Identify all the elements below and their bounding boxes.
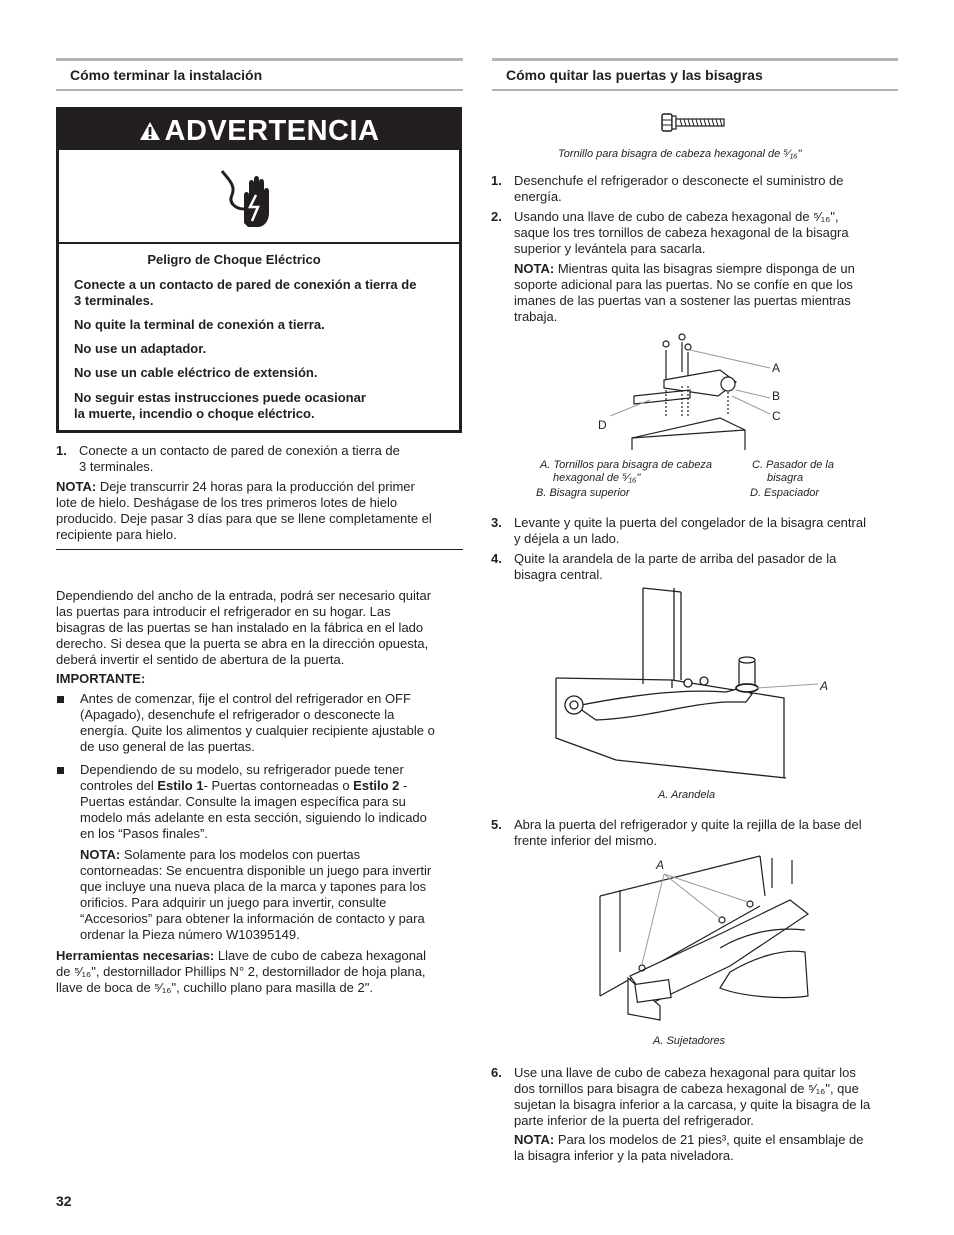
bullet-marker xyxy=(57,696,64,703)
nota-label: NOTA: xyxy=(80,847,121,862)
nota1-line-1 xyxy=(56,479,415,495)
nota1-text: Deje transcurrir 24 horas para la producción del primer xyxy=(96,479,415,494)
r-step2-line-2: saque los tres tornillos de cabeza hexagonal de la bisagra xyxy=(514,225,849,240)
warning-box xyxy=(56,107,462,433)
herramientas-label: Herramientas necesarias: xyxy=(56,948,215,963)
importante-heading: IMPORTANTE: xyxy=(56,671,146,686)
r-step6-line-3: sujetan la bisagra inferior a la carcasa, y quite la bisagra de la xyxy=(514,1097,871,1112)
fig2-label-a: A xyxy=(820,679,829,693)
herramientas-line-3: llave de boca de ⁵⁄₁₆", cuchillo plano para masilla de 2". xyxy=(56,980,373,995)
step-number: 5. xyxy=(491,817,502,832)
nota2-line-3: que incluye una nueva placa de la marca y tapones para los xyxy=(80,879,427,894)
r-step6-line-4: parte inferior de la puerta del refrigerador. xyxy=(514,1113,754,1128)
bullet2-text: - xyxy=(399,778,408,793)
warning-line-2: 3 terminales. xyxy=(74,293,154,308)
nota2-text: Solamente para los modelos con puertas xyxy=(120,847,361,862)
r-step2-line-1: Usando una llave de cubo de cabeza hexagonal de ⁵⁄₁₆", xyxy=(514,209,839,224)
step-number: 3. xyxy=(491,515,502,530)
section-title-puertas: Cómo quitar las puertas y las bisagras xyxy=(506,67,763,83)
bullet2-line-2 xyxy=(80,778,407,794)
fig2-caption: A. Arandela xyxy=(658,789,716,801)
warning-line-4: No use un adaptador. xyxy=(74,341,207,356)
electric-shock-hand-icon xyxy=(218,165,288,235)
step1-line-1: Conecte a un contacto de pared de conexión a tierra de xyxy=(79,443,400,458)
estilo1-label: Estilo 1 xyxy=(157,778,204,793)
nota2-line-1 xyxy=(80,847,360,863)
section-title-terminar: Cómo terminar la instalación xyxy=(70,67,263,83)
r-step2-line-3: superior y levántela para sacarla. xyxy=(514,241,706,256)
intro-line-3: bisagras de las puertas se han instalado en la fábrica en el lado xyxy=(56,620,424,635)
screw-caption: Tornillo para bisagra de cabeza hexagonal de ⁵⁄₁₆" xyxy=(558,148,802,160)
r-step1-line-1: Desenchufe el refrigerador o desconecte el suministro de xyxy=(514,173,844,188)
r-step6-line-2: dos tornillos para bisagra de cabeza hexagonal de ⁵⁄₁₆", que xyxy=(514,1081,859,1096)
bullet-marker xyxy=(57,767,64,774)
step-number: 6. xyxy=(491,1065,502,1080)
r-step1-line-2: energía. xyxy=(514,189,562,204)
nota1-line-3: producido. Deje pasar 3 días para que se llene completamente el xyxy=(56,511,432,526)
section-rule-bottom xyxy=(56,89,463,91)
fig1-caption-c1: C. Pasador de la xyxy=(752,459,834,471)
step-number: 1. xyxy=(56,443,67,458)
step-number: 1. xyxy=(491,173,502,188)
fig3-caption: A. Sujetadores xyxy=(653,1035,726,1047)
step-number: 4. xyxy=(491,551,502,566)
hazard-title: Peligro de Choque Eléctrico xyxy=(147,252,321,267)
nota2-line-6: ordenar la Pieza número W10395149. xyxy=(80,927,300,942)
section-rule-top xyxy=(56,58,463,61)
r-nota2-line-3: imanes de las puertas van a sostener las puertas mientras xyxy=(514,293,851,308)
section-rule-top xyxy=(492,58,898,61)
estilo2-label: Estilo 2 xyxy=(353,778,400,793)
intro-line-1: Dependiendo del ancho de la entrada, podrá ser necesario quitar xyxy=(56,588,432,603)
r-step4-line-2: bisagra central. xyxy=(514,567,603,582)
warning-header xyxy=(59,110,459,150)
r-step5-line-2: frente inferior del mismo. xyxy=(514,833,658,848)
nota-label: NOTA: xyxy=(514,1132,555,1147)
bullet1-line-1: Antes de comenzar, fije el control del refrigerador en OFF xyxy=(80,691,411,706)
fig1-caption-a2: hexagonal de ⁵⁄₁₆" xyxy=(553,472,641,484)
fig1-label-b: B xyxy=(772,389,781,403)
intro-line-4: derecho. Si desea que la puerta se abra en la dirección opuesta, xyxy=(56,636,429,651)
r-nota6-text: Para los modelos de 21 pies³, quite el ensamblaje de xyxy=(554,1132,864,1147)
top-hinge-illustration xyxy=(620,330,820,450)
nota1-line-2: lote de hielo. Deshágase de los tres primeros lotes de hielo xyxy=(56,495,398,510)
nota2-line-5: “Accesorios” para obtener la información de contacto y para xyxy=(80,911,425,926)
herramientas-line-2: de ⁵⁄₁₆", destornillador Phillips N° 2, destornillador de hoja plana, xyxy=(56,964,426,979)
bullet1-line-3: energía. Quite los alimentos y cualquier recipiente ajustable o xyxy=(80,723,435,738)
fig1-caption-c2: bisagra xyxy=(767,472,804,484)
r-nota2-line-2: soporte adicional para las puertas. No se confíe en que los xyxy=(514,277,853,292)
fig1-label-a: A xyxy=(772,361,781,375)
r-step5-line-1: Abra la puerta del refrigerador y quite la rejilla de la base del xyxy=(514,817,862,832)
fig3-label-a: A xyxy=(656,858,665,872)
r-step4-line-1: Quite la arandela de la parte de arriba del pasador de la xyxy=(514,551,837,566)
warning-line-5: No use un cable eléctrico de extensión. xyxy=(74,365,318,380)
nota-label: NOTA: xyxy=(514,261,555,276)
bullet2-line-3: Puertas estándar. Consulte la imagen específica para su xyxy=(80,794,406,809)
bullet2-line-1: Dependiendo de su modelo, su refrigerador puede tener xyxy=(80,762,404,777)
nota-label: NOTA: xyxy=(56,479,97,494)
warning-line-3: No quite la terminal de conexión a tierra. xyxy=(74,317,325,332)
section-rule-bottom xyxy=(492,89,898,91)
fig1-caption-a1: A. Tornillos para bisagra de cabeza xyxy=(540,459,713,471)
center-hinge-illustration xyxy=(556,588,796,780)
intro-line-2: las puertas para introducir el refrigerador en su hogar. Las xyxy=(56,604,391,619)
r-nota2-line-4: trabaja. xyxy=(514,309,558,324)
page-number: 32 xyxy=(56,1193,72,1209)
herramientas-line-1 xyxy=(56,948,426,964)
r-nota6-line-1 xyxy=(514,1132,864,1148)
intro-line-5: deberá invertir el sentido de abertura de la puerta. xyxy=(56,652,345,667)
warning-triangle-icon xyxy=(139,121,161,141)
warning-divider xyxy=(59,242,459,244)
fig1-caption-d: D. Espaciador xyxy=(750,487,820,499)
nota1-line-4: recipiente para hielo. xyxy=(56,527,177,542)
r-nota2-line-1 xyxy=(514,261,855,277)
step1-line-2: 3 terminales. xyxy=(79,459,154,474)
fig1-label-c: C xyxy=(772,409,781,423)
r-nota2-text: Mientras quita las bisagras siempre disponga de un xyxy=(554,261,855,276)
nota2-line-2: contorneadas: Se encuentra disponible un juego para invertir xyxy=(80,863,432,878)
base-grille-illustration xyxy=(580,856,810,1026)
warning-line-6: No seguir estas instrucciones puede ocasionar xyxy=(74,390,366,405)
warning-line-7: la muerte, incendio o choque eléctrico. xyxy=(74,406,315,421)
warning-line-1: Conecte a un contacto de pared de conexión a tierra de xyxy=(74,277,417,292)
r-step3-line-1: Levante y quite la puerta del congelador de la bisagra central xyxy=(514,515,866,530)
section-divider xyxy=(56,549,463,550)
bullet2-text: - Puertas contorneadas o xyxy=(203,778,354,793)
nota2-line-4: orificios. Para adquirir un juego para invertir, consulte xyxy=(80,895,387,910)
herramientas-text: Llave de cubo de cabeza hexagonal xyxy=(214,948,427,963)
fig1-label-d: D xyxy=(598,418,607,432)
bullet2-line-5: en los “Pasos finales”. xyxy=(80,826,208,841)
fig1-caption-b: B. Bisagra superior xyxy=(536,487,630,499)
r-step6-line-1: Use una llave de cubo de cabeza hexagonal para quitar los xyxy=(514,1065,856,1080)
bullet2-line-4: modelo más adelante en esta sección, siguiendo lo indicado xyxy=(80,810,427,825)
r-step3-line-2: y déjela a un lado. xyxy=(514,531,620,546)
warning-header-text: ADVERTENCIA xyxy=(164,115,380,147)
bullet2-text: controles del xyxy=(80,778,158,793)
hex-screw-icon xyxy=(661,112,727,134)
step-number: 2. xyxy=(491,209,502,224)
bullet1-line-2: (Apagado), desenchufe el refrigerador o desconecte la xyxy=(80,707,395,722)
r-nota6-line-2: la bisagra inferior y la pata niveladora. xyxy=(514,1148,734,1163)
bullet1-line-4: de uso general de las puertas. xyxy=(80,739,255,754)
